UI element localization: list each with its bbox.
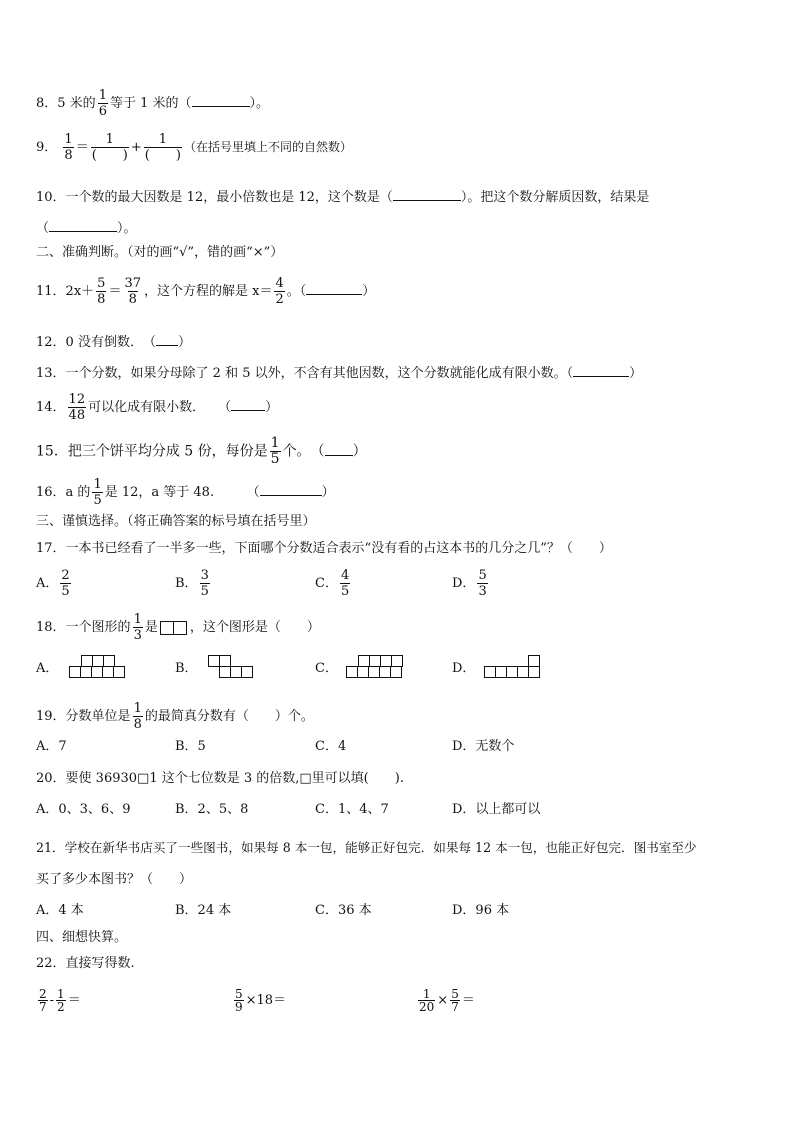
option-a[interactable]: A．4 本 [36,903,84,918]
question-number: 19． [36,709,66,724]
section-3-heading: 三、谨慎选择。（将正确答案的标号填在括号里） [36,514,316,529]
fraction: $\frac{3}{5}$ [200,568,209,599]
fraction: $\frac{5}{7}$ [451,987,459,1014]
question-22: 22．直接写得数. [36,956,135,971]
option-a[interactable]: A． $\frac{2}{5}$ [36,568,70,599]
option-d[interactable]: D．无数个 [452,739,515,754]
question-8: 8．5 米的 $\frac{1}{6}$ 等于 1 米的（ ）。 [36,88,270,119]
question-number: 13． [36,366,66,381]
question-15: 15．把三个饼平均分成 5 份，每份是 $\frac{1}{5}$ 个。 （ ） [36,435,367,467]
option-b[interactable]: B．5 [175,739,206,754]
option-d[interactable]: D． $\frac{5}{3}$ [452,568,487,599]
question-number: 12． [36,335,66,350]
question-13: 13．一个分数，如果分母除了 2 和 5 以外，不含有其他因数，这个分数就能化成有限小数。（ ） [36,366,643,381]
fraction: $\frac{37}{8}$ [124,276,141,307]
fraction-blank[interactable]: $\frac{1}{( )}$ [144,132,181,163]
fraction: $\frac{2}{7}$ [39,987,47,1014]
option-d[interactable]: D． [452,661,476,676]
option-c[interactable]: C． [315,661,338,676]
option-d[interactable]: D．96 本 [452,903,510,918]
answer-blank[interactable] [325,443,353,456]
question-16: 16．a 的 $\frac{1}{5}$ 是 12，a 等于 48. （ ） [36,477,335,508]
question-number: 18． [36,620,66,635]
two-square-figure [160,621,188,635]
option-c[interactable]: C．1、4、7 [315,802,389,817]
question-number: 11． [36,284,66,299]
question-number: 21． [36,840,65,855]
answer-blank[interactable] [393,188,461,201]
fraction: $\frac{5}{8}$ [97,276,106,307]
fraction: $\frac{4}{2}$ [275,276,284,307]
question-number: 10． [36,190,66,205]
fraction: $\frac{12}{48}$ [68,392,86,423]
fraction: $\frac{2}{5}$ [61,568,70,599]
question-10-cont: （ ）。 [36,221,137,236]
question-19: 19．分数单位是 $\frac{1}{8}$ 的最简真分数有（ ）个。 [36,701,314,732]
question-14: 14． $\frac{12}{48}$ 可以化成有限小数． （ ） [36,392,279,423]
question-number: 8． [36,96,58,111]
option-b[interactable]: B．24 本 [175,903,232,918]
question-number: 16． [36,485,66,500]
question-20: 20．要使 36930□1 这个七位数是 3 的倍数,□里可以填( ). [36,771,404,786]
option-b[interactable]: B． [175,661,198,676]
answer-blank[interactable] [156,333,178,346]
answer-blank[interactable] [231,398,265,411]
option-c[interactable]: C．36 本 [315,903,372,918]
question-number: 22． [36,956,66,971]
fraction: $\frac{1}{6}$ [98,88,107,119]
question-9: 9． $\frac{1}{8}$ ＝ $\frac{1}{( )}$ + $\frac{1}{( )}$ （在括号里填上不同的自然数） [36,132,352,163]
option-b[interactable]: B．2、5、8 [175,802,249,817]
expression-2: $\frac{5}{9}$ ×18＝ [235,987,287,1014]
question-11: 11．2x＋ $\frac{5}{8}$ ＝ $\frac{37}{8}$ ，这个方程的解是 x＝ $\frac{4}{2}$ 。（ ） [36,276,376,307]
question-18: 18．一个图形的 $\frac{1}{3}$ 是 ，这个图形是（ ） [36,612,320,643]
option-a[interactable]: A．7 [36,739,67,754]
option-a[interactable]: A．0、3、6、9 [36,802,131,817]
question-number: 14． [36,400,66,415]
section-2-heading: 二、准确判断。（对的画“√”，错的画“×”） [36,245,284,260]
question-12: 12．0 没有倒数． （ ） [36,335,191,350]
section-4-heading: 四、细想快算。 [36,930,128,945]
answer-blank[interactable] [573,364,629,377]
answer-blank[interactable] [260,483,322,496]
expression-1: $\frac{2}{7}$ - $\frac{1}{2}$ ＝ [39,987,81,1014]
fraction-blank[interactable]: $\frac{1}{( )}$ [91,132,128,163]
answer-blank[interactable] [49,219,117,232]
answer-blank[interactable] [306,282,362,295]
expression-3: $\frac{1}{20}$ × $\frac{5}{7}$ ＝ [419,987,475,1014]
fraction: $\frac{1}{5}$ [93,477,102,508]
option-d[interactable]: D．以上都可以 [452,802,541,817]
fraction: $\frac{1}{3}$ [133,612,142,643]
question-number: 20． [36,771,66,786]
option-a[interactable]: A． [36,661,59,676]
question-number: 15． [36,443,68,460]
fraction: $\frac{1}{5}$ [270,435,280,467]
fraction: $\frac{1}{2}$ [57,987,65,1014]
option-b[interactable]: B． $\frac{3}{5}$ [175,568,209,599]
question-17: 17．一本书已经看了一半多一些，下面哪个分数适合表示“没有看的占这本书的几分之几”？（ ） [36,541,612,556]
fraction: $\frac{4}{5}$ [340,568,350,599]
note: （在括号里填上不同的自然数） [183,140,352,154]
question-number: 17． [36,541,66,556]
fraction: $\frac{5}{9}$ [235,987,243,1014]
question-10: 10．一个数的最大因数是 12，最小倍数也是 12，这个数是（ ）。把这个数分解质因数，结果是 [36,190,650,205]
fraction: $\frac{1}{8}$ [64,132,73,163]
fraction: $\frac{1}{20}$ [419,987,435,1014]
option-c[interactable]: C．4 [315,739,347,754]
question-21-cont: 买了多少本图书？（ ） [36,872,193,887]
option-c[interactable]: C． $\frac{4}{5}$ [315,568,350,599]
question-21: 21．学校在新华书店买了一些图书，如果每 8 本一包，能够正好包完．如果每 12 本一包，也能正好包完．图书室至少 [36,840,697,855]
fraction: $\frac{5}{3}$ [478,568,487,599]
answer-blank[interactable] [192,94,250,107]
fraction: $\frac{1}{8}$ [133,701,142,732]
question-number: 9． [36,140,58,155]
